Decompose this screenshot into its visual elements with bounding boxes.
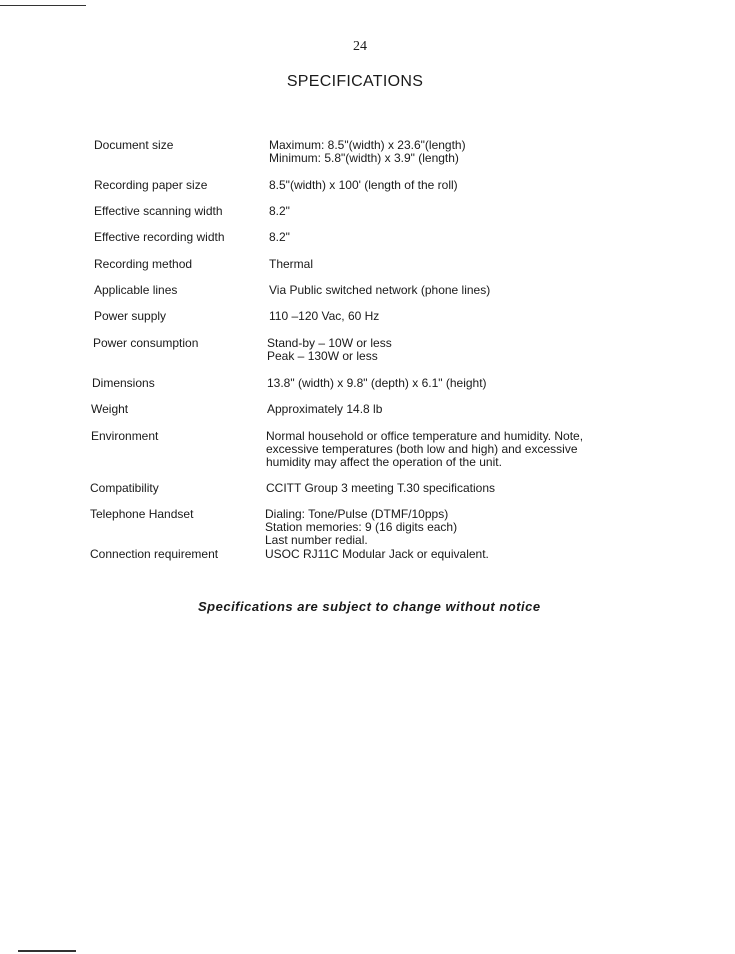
spec-label: Compatibility bbox=[90, 481, 159, 495]
spec-value bbox=[266, 482, 495, 495]
spec-label: Weight bbox=[91, 402, 129, 416]
spec-value bbox=[269, 231, 290, 244]
spec-label: Document size bbox=[94, 138, 174, 152]
spec-value-line: Via Public switched network (phone lines) bbox=[269, 283, 491, 297]
spec-label: Dimensions bbox=[92, 376, 155, 390]
spec-value bbox=[269, 205, 290, 218]
scan-mark-top bbox=[0, 5, 86, 6]
scan-mark-bottom bbox=[18, 950, 76, 952]
spec-value bbox=[269, 310, 379, 323]
spec-label: Applicable lines bbox=[94, 283, 178, 297]
spec-label: Telephone Handset bbox=[90, 507, 194, 521]
spec-label: Effective scanning width bbox=[94, 204, 223, 218]
spec-value-line: Station memories: 9 (16 digits each) bbox=[265, 520, 458, 534]
spec-value bbox=[266, 430, 583, 469]
spec-value-line: 110 –120 Vac, 60 Hz bbox=[269, 309, 380, 323]
spec-label: Environment bbox=[91, 429, 159, 443]
spec-value bbox=[267, 403, 382, 416]
spec-label: Recording paper size bbox=[94, 178, 208, 192]
spec-value-line: humidity may affect the operation of the unit. bbox=[266, 455, 502, 469]
spec-value bbox=[269, 284, 490, 297]
spec-label: Power consumption bbox=[93, 336, 199, 350]
spec-value bbox=[269, 179, 458, 192]
spec-value-line: Thermal bbox=[269, 257, 314, 271]
spec-value-line: 8.5"(width) x 100' (length of the roll) bbox=[269, 178, 458, 192]
page-title: SPECIFICATIONS bbox=[286, 73, 424, 90]
spec-value bbox=[267, 377, 487, 390]
spec-value-line: Normal household or office temperature and humidity. Note, bbox=[266, 429, 584, 443]
spec-value-line: Peak – 130W or less bbox=[267, 349, 378, 363]
spec-value-line: CCITT Group 3 meeting T.30 specifications bbox=[266, 481, 495, 495]
spec-value-line: USOC RJ11C Modular Jack or equivalent. bbox=[265, 547, 489, 561]
spec-value bbox=[269, 139, 466, 165]
spec-value-line: Last number redial. bbox=[265, 533, 368, 547]
spec-value bbox=[269, 258, 313, 271]
spec-value-line: 13.8" (width) x 9.8" (depth) x 6.1" (height) bbox=[267, 376, 487, 390]
spec-value-line: excessive temperatures (both low and high) and excessive bbox=[266, 442, 578, 456]
spec-label: Recording method bbox=[94, 257, 193, 271]
spec-value-line: Maximum: 8.5"(width) x 23.6"(length) bbox=[269, 138, 466, 152]
spec-value-line: 8.2" bbox=[269, 230, 290, 244]
spec-value bbox=[267, 337, 392, 363]
spec-value-line: Stand-by – 10W or less bbox=[267, 336, 392, 350]
spec-label: Connection requirement bbox=[90, 547, 219, 561]
spec-value bbox=[265, 508, 457, 547]
spec-label: Power supply bbox=[94, 309, 167, 323]
spec-value bbox=[265, 548, 489, 561]
spec-value-line: Minimum: 5.8"(width) x 3.9" (length) bbox=[269, 151, 459, 165]
spec-label: Effective recording width bbox=[94, 230, 225, 244]
notice-text: Specifications are subject to change without notice bbox=[198, 599, 541, 614]
spec-value-line: Approximately 14.8 lb bbox=[267, 402, 383, 416]
spec-value-line: 8.2" bbox=[269, 204, 290, 218]
page-number: 24 bbox=[353, 39, 367, 54]
spec-value-line: Dialing: Tone/Pulse (DTMF/10pps) bbox=[265, 507, 449, 521]
